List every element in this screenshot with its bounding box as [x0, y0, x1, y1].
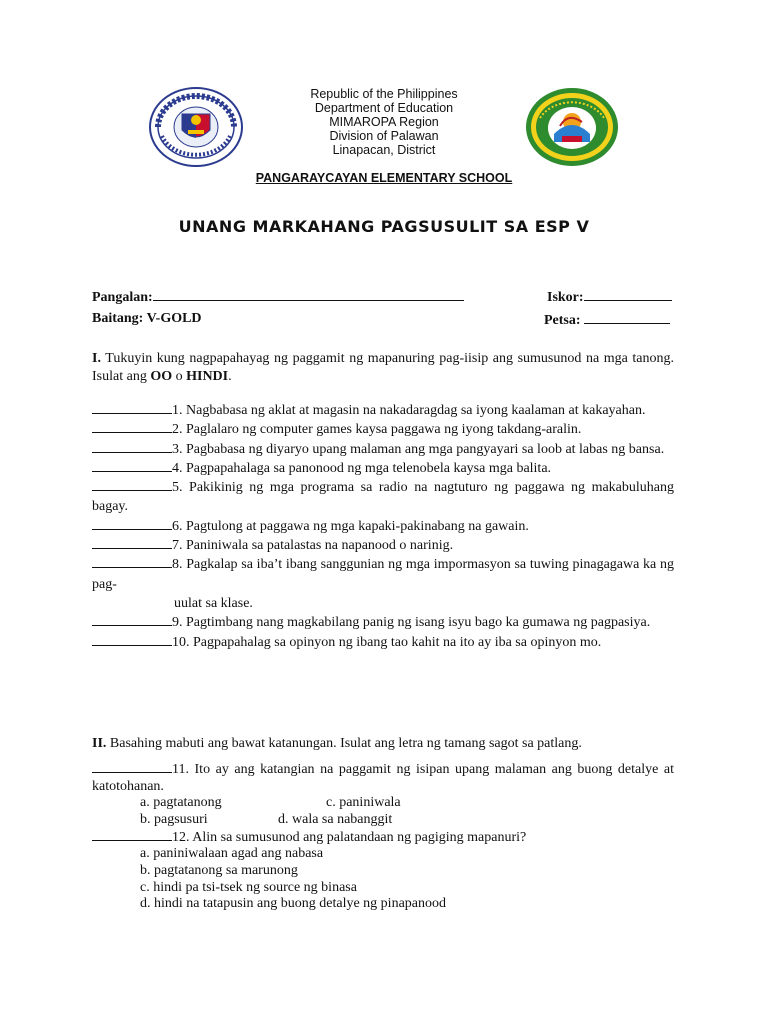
school-seal-logo [524, 86, 620, 168]
list-item [92, 613, 674, 632]
answer-blank[interactable] [92, 440, 172, 453]
part1-items [92, 401, 674, 652]
part1-instruction [92, 350, 674, 386]
school-name: PANGARAYCAYAN ELEMENTARY SCHOOL [255, 171, 513, 185]
question-11 [92, 760, 674, 795]
answer-blank[interactable] [92, 760, 172, 773]
question-text: 11. Ito ay ang katangian na paggamit ng isipan upang malaman ang buong detalye at katotohanan. [92, 762, 674, 794]
list-item [92, 536, 674, 555]
header-line: Division of Palawan [329, 129, 439, 143]
period: . [228, 369, 232, 384]
oo-word: OO [150, 369, 173, 384]
item-text: 7. Paniniwala sa patalastas na napanood o narinig. [172, 538, 454, 554]
item-text: 5. Pakikinig ng mga programa sa radio na nagtuturo ng paggawa ng makabuluhang bagay. [92, 480, 674, 515]
part2-numeral: II. [92, 736, 107, 751]
score-field [547, 288, 672, 306]
list-item [92, 440, 674, 459]
part1-instruction-text: Tukuyin kung nagpapahayag ng paggamit ng mapanuring pag-iisip ang sumusunod na mga tanong. Isulat ang [92, 351, 675, 384]
list-item [92, 420, 674, 439]
choice-item: b. pagtatanong sa marunong [140, 863, 298, 878]
header-address [284, 87, 484, 157]
question-12 [92, 828, 526, 846]
answer-blank[interactable] [92, 613, 172, 626]
choice-b: b. pagsusuri [140, 812, 208, 827]
list-item [92, 478, 674, 517]
answer-blank[interactable] [92, 401, 172, 414]
answer-blank[interactable] [92, 478, 172, 491]
date-label: Petsa: [544, 313, 581, 328]
list-item [92, 555, 674, 594]
choice-a: a. pagtatanong [140, 795, 222, 810]
answer-blank[interactable] [92, 536, 172, 549]
name-label: Pangalan: [92, 290, 153, 305]
answer-blank[interactable] [92, 555, 172, 568]
answer-blank[interactable] [92, 420, 172, 433]
list-item [92, 517, 674, 536]
part2-instruction-text: Basahing mabuti ang bawat katanungan. Isulat ang letra ng tamang sagot sa patlang. [109, 736, 582, 751]
answer-blank[interactable] [92, 517, 172, 530]
choice-item: d. hindi na tatapusin ang buong detalye ng pinapanood [140, 896, 446, 911]
header-line: Linapacan, District [332, 143, 436, 157]
item-text: 4. Pagpapahalaga sa panonood ng mga telenobela kaysa mga balita. [172, 460, 552, 476]
answer-blank[interactable] [92, 828, 172, 841]
item-text: 10. Pagpapahalag sa opinyon ng ibang tao kahit na ito ay iba sa opinyon mo. [172, 634, 602, 650]
grade-field: Baitang: V-GOLD [92, 311, 202, 326]
part1-numeral: I. [92, 351, 101, 366]
item-text: 2. Paglalaro ng computer games kaysa paggawa ng iyong takdang-aralin. [172, 422, 582, 438]
choice-c: c. paniniwala [326, 795, 401, 810]
choice-d: d. wala sa nabanggit [278, 812, 393, 827]
hindi-word: HINDI [186, 369, 229, 384]
header-line: Department of Education [314, 101, 454, 115]
list-item [92, 401, 674, 420]
score-label: Iskor: [547, 290, 584, 305]
answer-blank[interactable] [92, 633, 172, 646]
list-item [92, 459, 674, 478]
item-text: 8. Pagkalap sa iba’t ibang sanggunian ng mga impormasyon sa tuwing pinagagawa ka ng pag- [92, 557, 674, 592]
deped-seal-logo [148, 86, 244, 168]
name-field [92, 288, 464, 306]
choice-item: a. paniniwalaan agad ang nabasa [140, 846, 324, 861]
part2-instruction [92, 735, 674, 753]
or-word: o [172, 369, 187, 384]
item-continuation: uulat sa klase. [174, 595, 253, 611]
question-text: 12. Alin sa sumusunod ang palatandaan ng pagiging mapanuri? [172, 830, 527, 845]
item-text: 1. Nagbabasa ng aklat at magasin na nakadaragdag sa iyong kaalaman at kakayahan. [172, 403, 646, 418]
date-field [544, 311, 670, 329]
answer-blank[interactable] [92, 459, 172, 472]
header-line: Republic of the Philippines [310, 87, 458, 101]
list-item [92, 633, 674, 652]
name-blank[interactable] [153, 288, 464, 301]
item-text: 9. Pagtimbang nang magkabilang panig ng isang isyu bago ka gumawa ng pagpasiya. [172, 615, 651, 631]
score-blank[interactable] [584, 288, 672, 301]
date-blank[interactable] [584, 311, 670, 324]
item-text: 3. Pagbabasa ng diyaryo upang malaman ang mga pangyayari sa loob at labas ng bansa. [172, 441, 665, 457]
choice-item: c. hindi pa tsi-tsek ng source ng binasa [140, 880, 357, 895]
header-line: MIMAROPA Region [329, 115, 439, 129]
exam-title: UNANG MARKAHANG PAGSUSULIT SA ESP V [178, 217, 590, 236]
item-text: 6. Pagtulong at paggawa ng mga kapaki-pakinabang na gawain. [172, 518, 529, 534]
